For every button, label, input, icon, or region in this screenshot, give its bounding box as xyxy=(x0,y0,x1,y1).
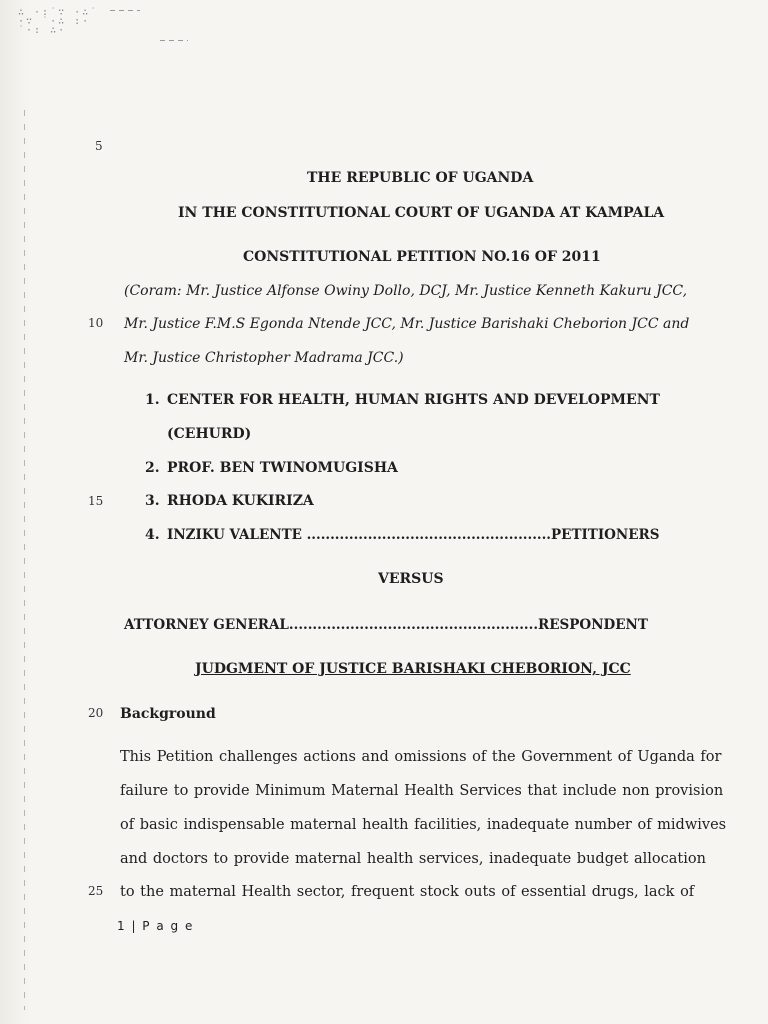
petitioner-name: CENTER FOR HEALTH, HUMAN RIGHTS AND DEVELOPMENT xyxy=(167,392,660,408)
court-heading: IN THE CONSTITUTIONAL COURT OF UGANDA AT KAMPALA xyxy=(178,205,665,221)
scan-dash xyxy=(110,10,140,11)
page-footer: 1 | P a g e xyxy=(117,919,194,933)
respondent-line: ATTORNEY GENERAL.....................................................RESPONDENT xyxy=(124,617,648,633)
coram-line: Mr. Justice F.M.S Egonda Ntende JCC, Mr. Justice Barishaki Cheborion JCC and xyxy=(124,316,690,332)
coram-line: Mr. Justice Christopher Madrama JCC.) xyxy=(124,350,404,366)
scan-dash xyxy=(160,40,188,41)
line-number: 20 xyxy=(88,706,104,720)
petitioner-number: 1. xyxy=(145,392,160,408)
body-line: to the maternal Health sector, frequent stock outs of essential drugs, lack of xyxy=(120,884,695,900)
petitioner-number: 4. xyxy=(145,527,160,543)
line-number: 25 xyxy=(88,884,104,898)
coram-line: (Coram: Mr. Justice Alfonse Owiny Dollo, DCJ, Mr. Justice Kenneth Kakuru JCC, xyxy=(124,283,688,299)
republic-heading: THE REPUBLIC OF UGANDA xyxy=(307,170,534,186)
petitioner-name: RHODA KUKIRIZA xyxy=(167,493,314,509)
petition-heading: CONSTITUTIONAL PETITION NO.16 OF 2011 xyxy=(243,249,601,265)
judgment-title: JUDGMENT OF JUSTICE BARISHAKI CHEBORION, JCC xyxy=(195,661,631,677)
line-number: 10 xyxy=(88,316,104,330)
line-number: 5 xyxy=(95,139,103,153)
body-line: failure to provide Minimum Maternal Health Services that include non provision xyxy=(120,783,724,799)
petitioner-name: (CEHURD) xyxy=(167,426,252,442)
petitioner-name: INZIKU VALENTE ....................................................PETITIONERS xyxy=(167,527,660,543)
line-number: 15 xyxy=(88,494,104,508)
versus-heading: VERSUS xyxy=(378,571,444,587)
petitioner-name: PROF. BEN TWINOMUGISHA xyxy=(167,460,398,476)
body-line: of basic indispensable maternal health facilities, inadequate number of midwives xyxy=(120,817,727,833)
margin-rule xyxy=(24,110,25,1010)
scan-artifact: ∴ ·:˙∵ ·∴˙ ·∵ ˙·∴ :· ˙·: ∴· xyxy=(18,7,99,36)
scan-edge xyxy=(0,0,30,1024)
body-line: This Petition challenges actions and omissions of the Government of Uganda for xyxy=(120,749,722,765)
body-line: and doctors to provide maternal health services, inadequate budget allocation xyxy=(120,851,706,867)
petitioner-number: 3. xyxy=(145,493,160,509)
petitioner-number: 2. xyxy=(145,460,160,476)
section-heading: Background xyxy=(120,706,216,722)
